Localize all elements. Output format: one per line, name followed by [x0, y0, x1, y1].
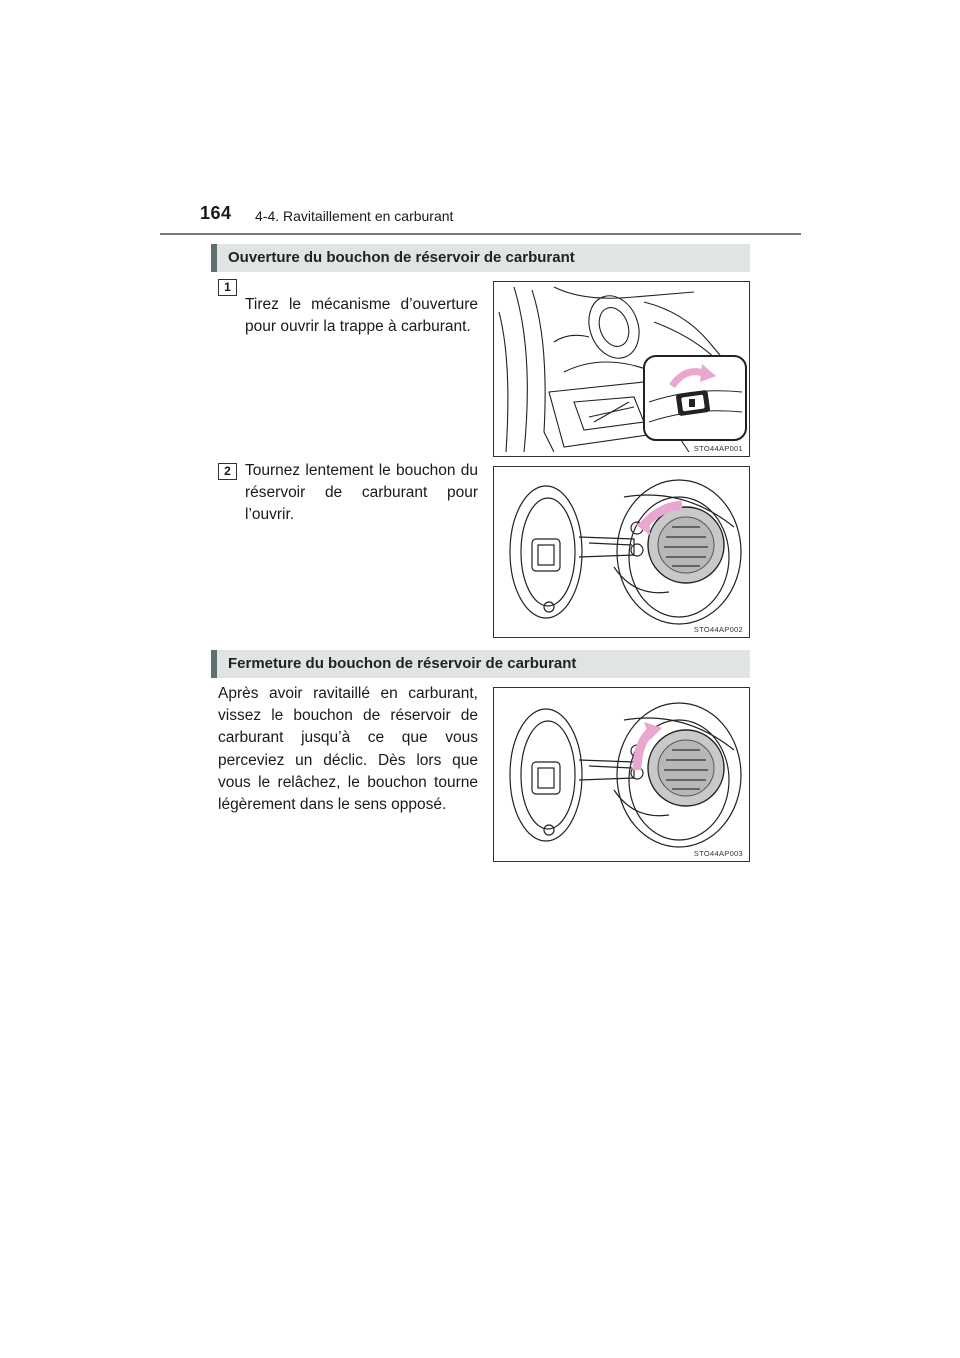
fuel-cap-close-illustration [494, 688, 750, 862]
figure-code: STO44AP003 [693, 849, 743, 858]
step-1-text: Tirez le mécanisme d’ouverture pour ouvrir la trappe à carburant. [245, 296, 478, 336]
step-badge-1: 1 [218, 279, 237, 296]
fuel-cap-open-illustration [494, 467, 750, 638]
closing-text: Après avoir ravitaillé en carburant, vissez le bouchon de réservoir de carburant jusqu’à ce que vous perceviez un déclic. Dès lors que vous le relâchez, le bouchon tourne légèrement dans le sens opposé. [218, 685, 478, 814]
section-title-closing: Fermeture du bouchon de réservoir de carburant [211, 650, 750, 678]
figure-code: STO44AP001 [693, 444, 743, 453]
section-title-opening: Ouverture du bouchon de réservoir de carburant [211, 244, 750, 272]
header-rule [160, 233, 801, 235]
step-badge-2: 2 [218, 463, 237, 480]
page-number: 164 [200, 203, 232, 223]
fuel-door-lever-illustration [494, 282, 750, 457]
figure-fuel-cap-open [493, 466, 750, 638]
figure-fuel-door-lever [493, 281, 750, 457]
header-section-title: 4-4. Ravitaillement en carburant [255, 208, 454, 224]
figure-fuel-cap-close [493, 687, 750, 862]
figure-code: STO44AP002 [693, 625, 743, 634]
step-2-text: Tournez lentement le bouchon du réservoir de carburant pour l’ouvrir. [245, 462, 478, 524]
